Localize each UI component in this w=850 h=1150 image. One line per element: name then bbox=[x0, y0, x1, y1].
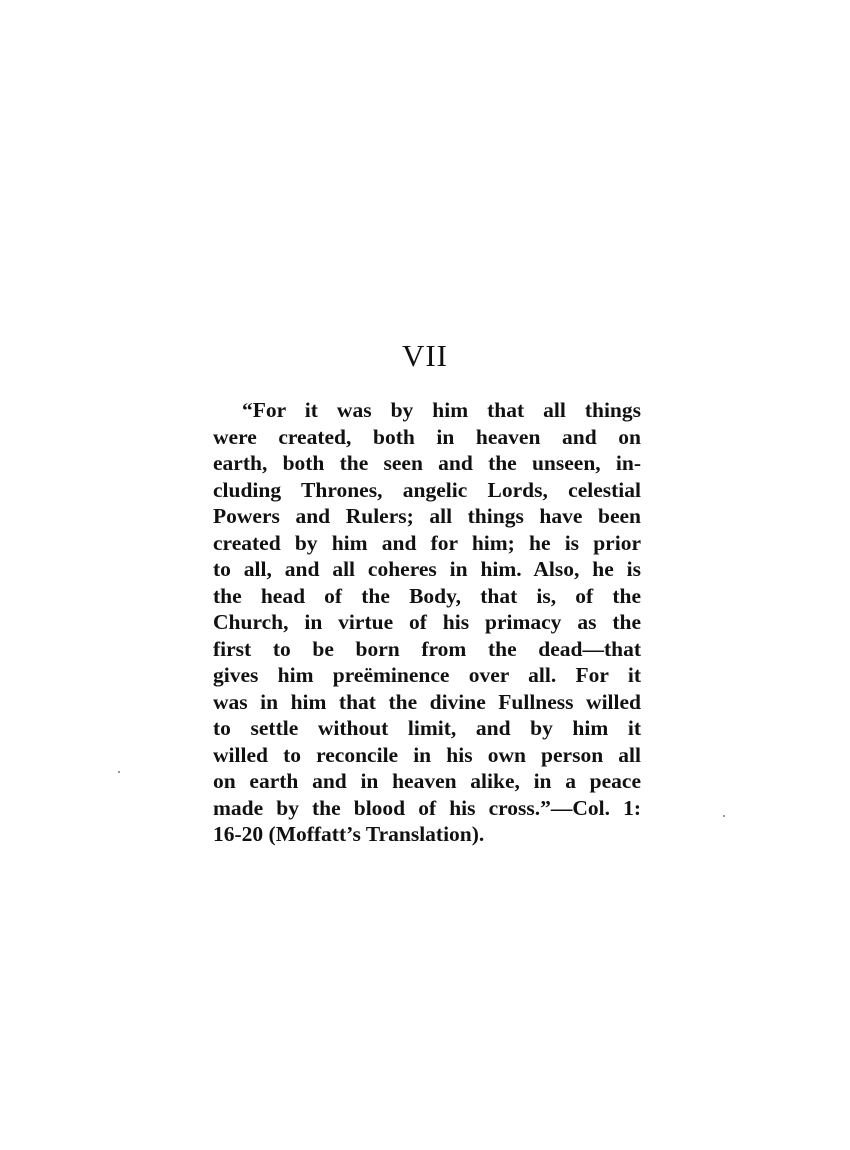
passage-line: were created, both in heaven and on bbox=[213, 424, 641, 449]
passage-line: first to be born from the dead—that bbox=[213, 636, 641, 661]
passage-line: on earth and in heaven alike, in a peace bbox=[213, 769, 641, 793]
passage-line: made by the blood of his cross.”—Col. 1: bbox=[213, 795, 641, 820]
passage-line: created by him and for him; he is prior bbox=[213, 530, 641, 555]
passage-line: willed to reconcile in his own person all bbox=[213, 742, 641, 767]
passage-line: to settle without limit, and by him it bbox=[213, 716, 641, 740]
passage-line: was in him that the divine Fullness willed bbox=[213, 689, 641, 714]
passage-line: 16-20 (Moffatt’s Translation). bbox=[213, 822, 485, 846]
scan-speck bbox=[723, 815, 725, 817]
passage-line: earth, both the seen and the unseen, in- bbox=[213, 451, 641, 475]
passage-line: to all, and all coheres in him. Also, he is bbox=[213, 557, 641, 581]
passage-line: “For it was by him that all things bbox=[242, 398, 641, 422]
scan-speck bbox=[118, 771, 120, 773]
passage-line: gives him preëminence over all. For it bbox=[213, 663, 641, 687]
passage-line: cluding Thrones, angelic Lords, celestial bbox=[213, 477, 641, 502]
scripture-passage bbox=[213, 397, 641, 848]
passage-line: the head of the Body, that is, of the bbox=[213, 583, 641, 608]
passage-line: Powers and Rulers; all things have been bbox=[213, 504, 641, 528]
chapter-number: VII bbox=[401, 338, 449, 373]
passage-line: Church, in virtue of his primacy as the bbox=[213, 610, 641, 634]
